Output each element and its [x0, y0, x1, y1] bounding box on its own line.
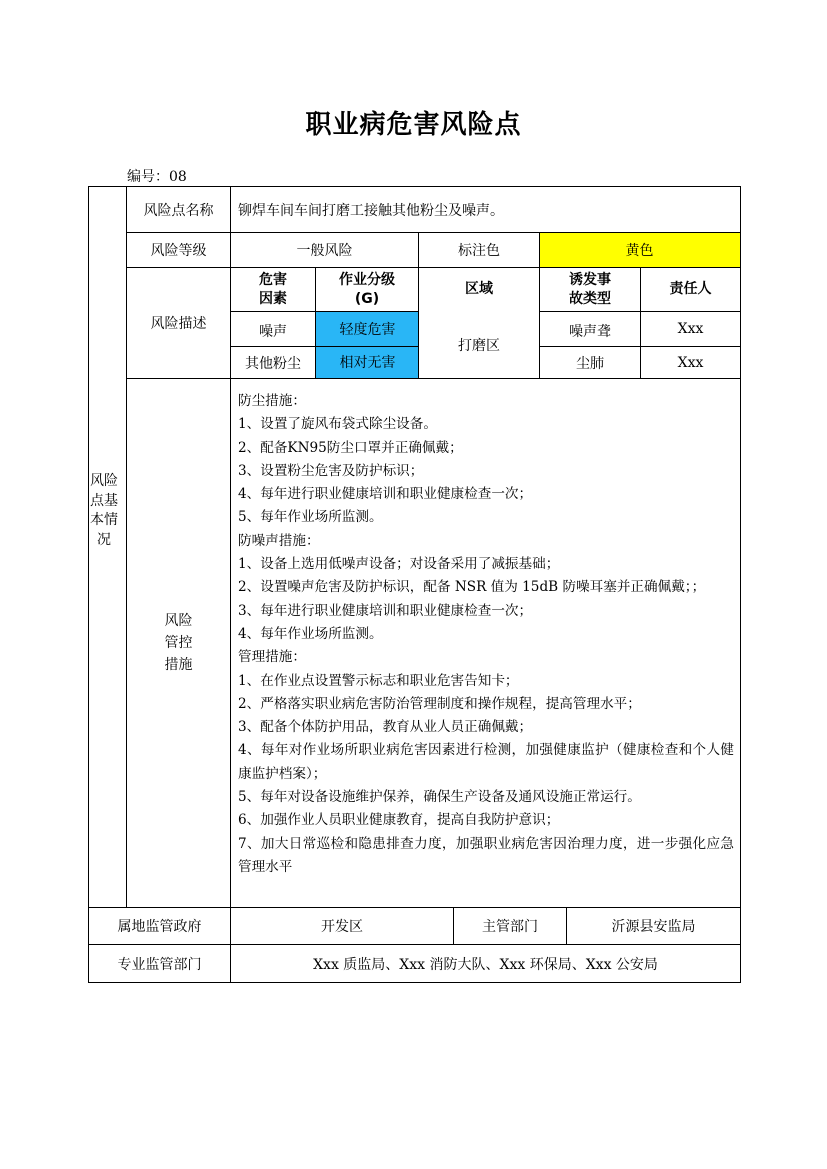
risk-description-label: 风险描述 [150, 316, 207, 332]
marked-color-value: 黄色 [539, 232, 740, 267]
accident-cell-noise: 噪声聋 [569, 324, 611, 340]
measure-line: 3、每年进行职业健康培训和职业健康检查一次； [238, 602, 533, 619]
control-measures-label-line: 管控 [164, 635, 193, 651]
control-measures-text [238, 390, 734, 879]
measure-line: 2、设置噪声危害及防护标识，配备 NSR 值为 15dB 防噪耳塞并正确佩戴；； [238, 579, 706, 596]
measure-line: 3、设置粉尘危害及防护标识； [238, 462, 424, 479]
measure-line: 防噪声措施： [238, 532, 320, 549]
hazard-cell-noise: 噪声 [259, 324, 287, 340]
header-area: 区域 [465, 281, 493, 297]
measure-line: 4、每年进行职业健康培训和职业健康检查一次； [238, 486, 533, 503]
header-grade [316, 268, 418, 311]
accident-cell-dust: 尘肺 [576, 355, 604, 372]
measure-line: 管理措施： [238, 649, 306, 666]
measure-line: 5、每年作业场所监测。 [238, 509, 383, 526]
measure-line: 1、在作业点设置警示标志和职业危害告知卡； [238, 672, 519, 689]
control-measures-label-line: 风险 [164, 613, 193, 629]
measure-line: 7、加大日常巡检和隐患排查力度，加强职业病危害因治理力度，进一步强化应急管理水平 [238, 835, 734, 875]
hazard-cell-dust: 其他粉尘 [245, 355, 301, 372]
basic-info-label: 风险点基本情况 [90, 473, 118, 549]
competent-dept-value: 沂源县安监局 [611, 919, 696, 935]
risk-point-name-label: 风险点名称 [143, 202, 214, 219]
measure-line: 1、设备上选用低噪声设备；对设备采用了减振基础； [238, 556, 560, 573]
header-accident-type [540, 268, 640, 311]
grade-cell-noise: 轻度危害 [316, 311, 419, 346]
header-hazard-line: 因素 [259, 290, 287, 307]
header-accident-line: 诱发事 [569, 271, 611, 288]
competent-dept-label: 主管部门 [482, 919, 538, 935]
header-hazard [231, 268, 315, 311]
risk-point-name-value: 铆焊车间车间打磨工接触其他粉尘及噪声。 [238, 202, 504, 219]
responsible-cell-dust: Xxx [677, 354, 704, 371]
header-grade-line: 作业分级 [339, 271, 395, 288]
risk-level-value: 一般风险 [296, 243, 353, 259]
document-number: 编号：08 [127, 169, 187, 185]
measure-line: 3、配备个体防护用品，教育从业人员正确佩戴； [238, 719, 533, 736]
local-gov-label: 属地监管政府 [117, 919, 202, 935]
local-gov-value: 开发区 [321, 919, 363, 935]
professional-dept-label: 专业监管部门 [117, 956, 202, 973]
professional-dept-value: Xxx 质监局、Xxx 消防大队、Xxx 环保局、Xxx 公安局 [313, 956, 658, 973]
risk-level-label: 风险等级 [150, 243, 207, 259]
measure-line: 防尘措施： [238, 393, 306, 409]
header-grade-line: (G) [354, 290, 380, 307]
header-hazard-line: 危害 [259, 271, 287, 288]
control-measures-label [127, 379, 230, 907]
responsible-cell-noise: Xxx [677, 321, 704, 337]
grade-cell-dust: 相对无害 [316, 346, 419, 378]
header-responsible: 责任人 [669, 281, 712, 297]
measure-line: 4、每年对作业场所职业病危害因素进行检测，加强健康监护（健康检查和个人健康监护档案）； [238, 742, 734, 782]
grid-line [230, 378, 231, 907]
measure-line: 4、每年作业场所监测。 [238, 625, 383, 642]
control-measures-label-line: 措施 [164, 657, 193, 673]
measure-line: 1、设置了旋风布袋式除尘设备。 [238, 416, 437, 433]
measure-line: 2、配备KN95防尘口罩并正确佩戴； [238, 439, 463, 456]
measure-line: 2、严格落实职业病危害防治管理制度和操作规程，提高管理水平； [238, 695, 641, 712]
document-title: 职业病危害风险点 [305, 110, 522, 140]
measure-line: 6、加强作业人员职业健康教育，提高自我防护意识； [238, 812, 560, 829]
measure-line: 5、每年对设备设施维护保养，确保生产设备及通风设施正常运行。 [238, 789, 641, 806]
area-cell: 打磨区 [458, 338, 500, 354]
header-accident-line: 故类型 [569, 290, 611, 307]
marked-color-label: 标注色 [458, 243, 500, 259]
